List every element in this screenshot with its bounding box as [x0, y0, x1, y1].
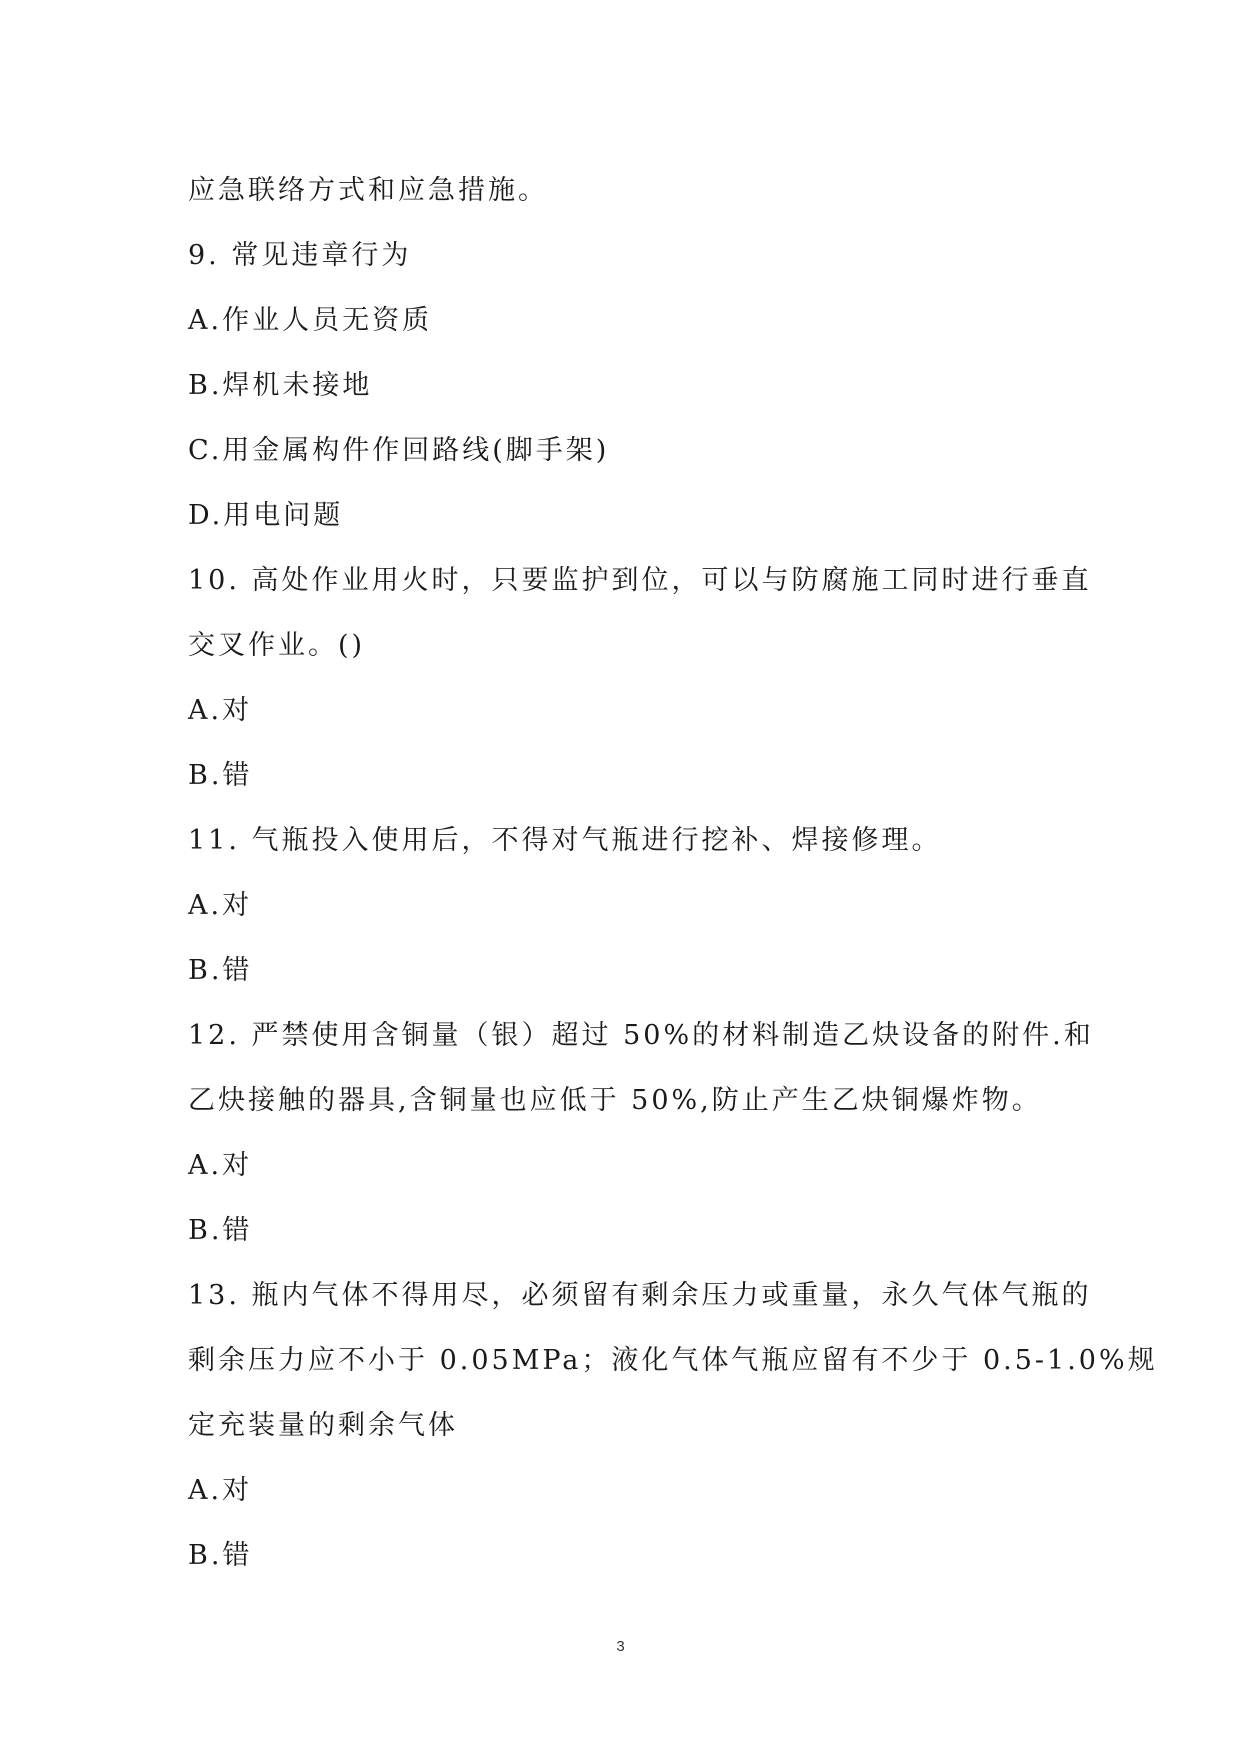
option-line: B.错: [188, 955, 253, 986]
page-content: [188, 158, 1158, 1588]
text-line: 乙炔接触的器具,含铜量也应低于 50%,防止产生乙炔铜爆炸物。: [188, 1085, 1042, 1116]
option-line: B.焊机未接地: [188, 370, 373, 401]
text-line: 定充装量的剩余气体: [188, 1410, 458, 1441]
option-line: B.错: [188, 760, 253, 791]
option-line: A.对: [188, 1150, 253, 1181]
question-9-title: 9. 常见违章行为: [188, 240, 412, 271]
option-line: A.对: [188, 1475, 253, 1506]
text-line: 应急联络方式和应急措施。: [188, 175, 548, 206]
option-line: A.对: [188, 890, 253, 921]
option-line: B.错: [188, 1215, 253, 1246]
option-line: D.用电问题: [188, 500, 344, 531]
page-number: 3: [616, 1638, 625, 1655]
option-line: C.用金属构件作回路线(脚手架): [188, 435, 610, 466]
question-10-title: 10. 高处作业用火时，只要监护到位，可以与防腐施工同时进行垂直: [188, 565, 1092, 596]
question-13-title: 13. 瓶内气体不得用尽，必须留有剩余压力或重量，永久气体气瓶的: [188, 1280, 1092, 1311]
text-line: 交叉作业。(): [188, 630, 366, 661]
question-11-title: 11. 气瓶投入使用后，不得对气瓶进行挖补、焊接修理。: [188, 825, 942, 856]
option-line: B.错: [188, 1540, 253, 1571]
question-12-title: 12. 严禁使用含铜量（银）超过 50%的材料制造乙炔设备的附件.和: [188, 1020, 1094, 1051]
option-line: A.作业人员无资质: [188, 305, 433, 336]
text-line: 剩余压力应不小于 0.05MPa；液化气体气瓶应留有不少于 0.5-1.0%规: [188, 1345, 1158, 1376]
option-line: A.对: [188, 695, 253, 726]
